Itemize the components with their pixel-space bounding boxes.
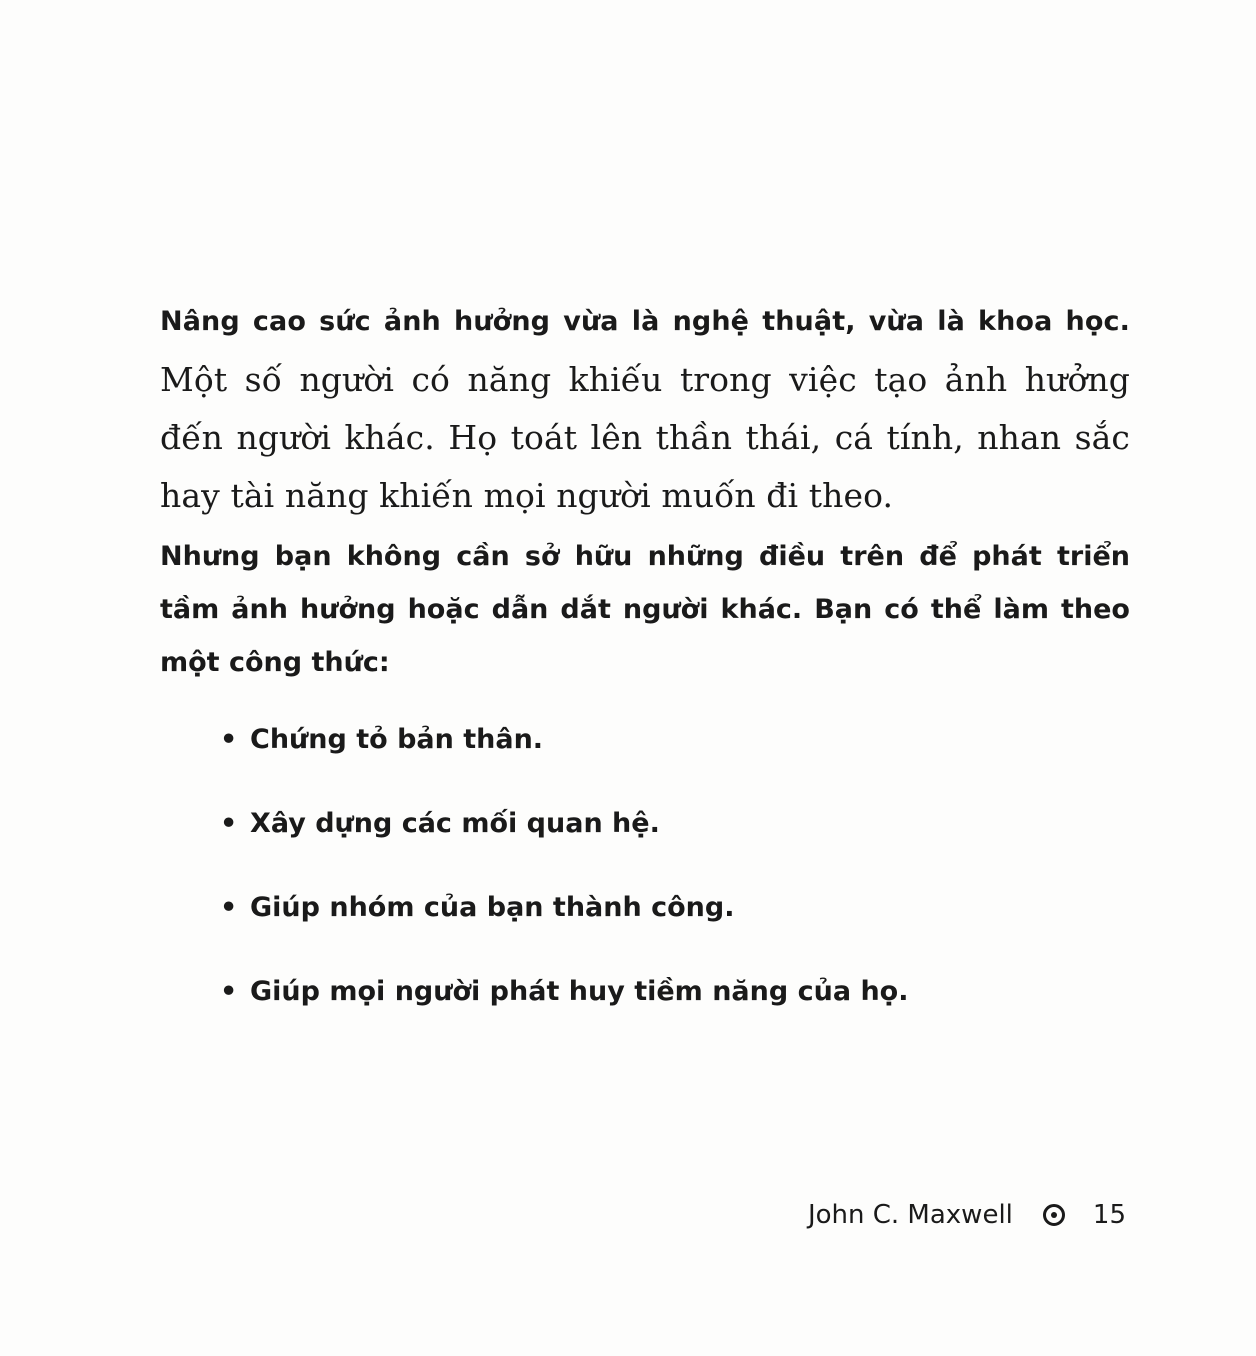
circle-dot-icon — [1043, 1204, 1065, 1226]
bullet-icon: • — [220, 976, 238, 1007]
formula-paragraph: Nhưng bạn không cần sở hữu những điều trên để phát triển tầm ảnh hưởng hoặc dẫn dắt người khác. Bạn có thể làm theo một công thức: — [160, 541, 1130, 678]
formula-list — [220, 712, 908, 1048]
intro-lead-bold: Nâng cao sức ảnh hưởng vừa là nghệ thuật, vừa là khoa học. — [160, 306, 1130, 337]
list-item — [220, 796, 908, 876]
list-item — [220, 964, 908, 1044]
bullet-icon: • — [220, 808, 238, 839]
list-item-text: Xây dựng các mối quan hệ. — [250, 808, 660, 839]
list-item-text: Chứng tỏ bản thân. — [250, 724, 544, 755]
list-item-text: Giúp nhóm của bạn thành công. — [250, 892, 735, 923]
bullet-icon: • — [220, 724, 238, 755]
list-item-text: Giúp mọi người phát huy tiềm năng của họ. — [250, 976, 909, 1007]
list-item — [220, 712, 908, 792]
page-footer — [808, 1200, 1126, 1230]
author-name: John C. Maxwell — [807, 1200, 1013, 1230]
bullet-icon: • — [220, 892, 238, 923]
page-number: 15 — [1092, 1200, 1126, 1230]
intro-body: Một số người có năng khiếu trong việc tạo ảnh hưởng đến người khác. Họ toát lên thần thái, cá tính, nhan sắc hay tài năng khiến mọi người muốn đi theo. — [160, 360, 1130, 515]
list-item — [220, 880, 908, 960]
intro-paragraph — [160, 290, 1130, 525]
